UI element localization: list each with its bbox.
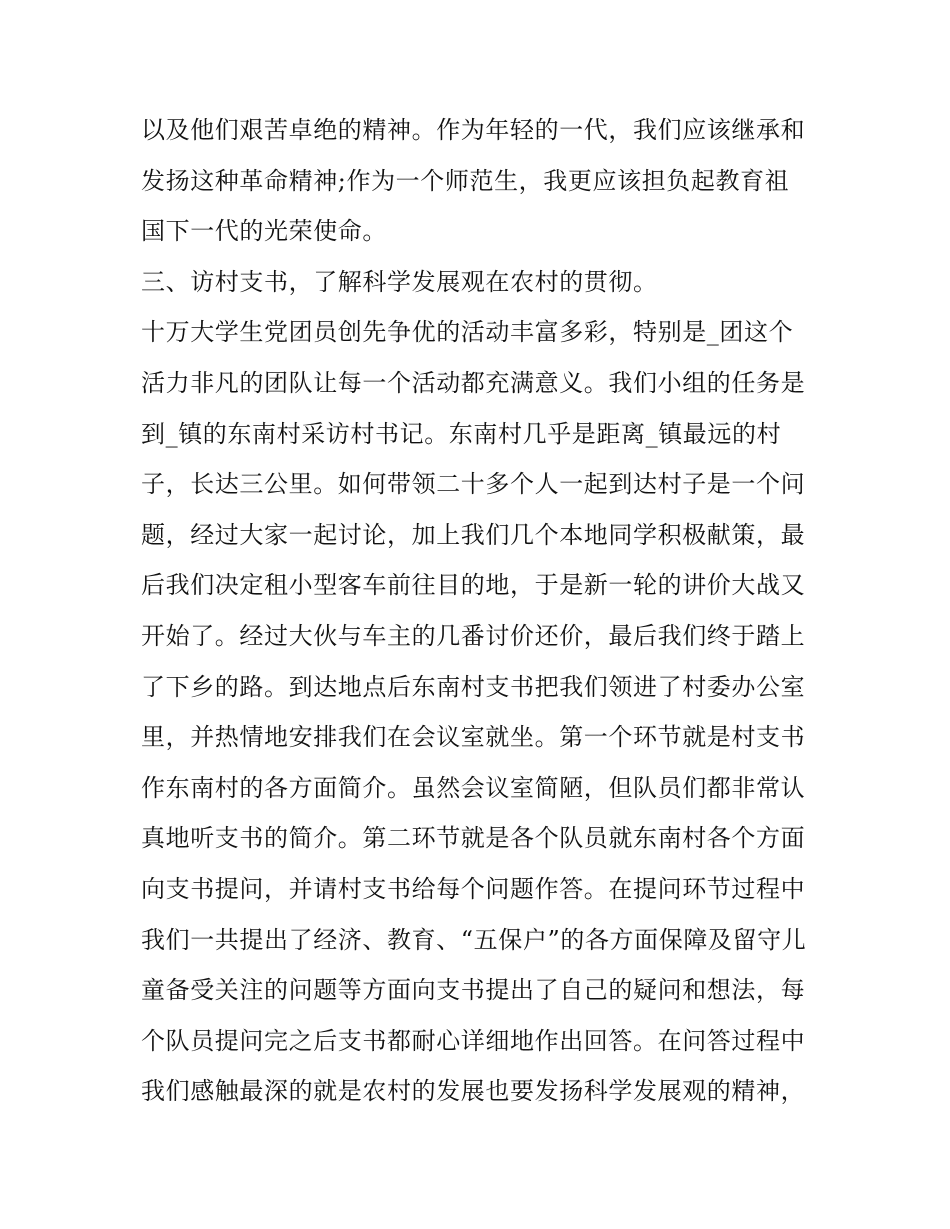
text-line: 后我们决定租小型客车前往目的地，于是新一轮的讲价大战又 — [141, 571, 806, 600]
text-line: 以及他们艰苦卓绝的精神。作为年轻的一代，我们应该继承和 — [141, 116, 806, 144]
text-line: 国下一代的光荣使命。 — [141, 217, 387, 246]
text-line: 我们一共提出了经济、教育、“五保户”的各方面保障及留守儿 — [141, 925, 807, 954]
text-line: 了下乡的路。到达地点后东南村支书把我们领进了村委办公室 — [141, 672, 806, 701]
text-line: 向支书提问，并请村支书给每个问题作答。在提问环节过程中 — [141, 874, 806, 903]
text-line: 作东南村的各方面简介。虽然会议室简陋，但队员们都非常认 — [141, 773, 806, 802]
text-line: 到_镇的东南村采访村书记。东南村几乎是距离_镇最远的村 — [141, 419, 782, 448]
text-line: 我们感触最深的就是农村的发展也要发扬科学发展观的精神， — [141, 1077, 806, 1106]
text-line: 童备受关注的问题等方面向支书提出了自己的疑问和想法，每 — [141, 976, 806, 1005]
text-line: 十万大学生党团员创先争优的活动丰富多彩，特别是_团这个 — [141, 318, 794, 347]
text-line: 发扬这种革命精神;作为一个师范生，我更应该担负起教育祖 — [141, 166, 790, 195]
text-line: 真地听支书的简介。第二环节就是各个队员就东南村各个方面 — [141, 824, 806, 853]
text-line: 开始了。经过大伙与车主的几番讨价还价，最后我们终于踏上 — [141, 621, 806, 650]
text-line: 个队员提问完之后支书都耐心详细地作出回答。在问答过程中 — [141, 1026, 806, 1055]
text-line: 题，经过大家一起讨论，加上我们几个本地同学积极献策，最 — [141, 520, 806, 549]
text-line: 里，并热情地安排我们在会议室就坐。第一个环节就是村支书 — [141, 723, 806, 752]
text-line: 活力非凡的团队让每一个活动都充满意义。我们小组的任务是 — [141, 368, 806, 397]
body-text — [141, 105, 821, 1117]
section-heading: 三、访村支书，了解科学发展观在农村的贯彻。 — [141, 267, 658, 296]
text-line: 子，长达三公里。如何带领二十多个人一起到达村子是一个问 — [141, 470, 806, 499]
